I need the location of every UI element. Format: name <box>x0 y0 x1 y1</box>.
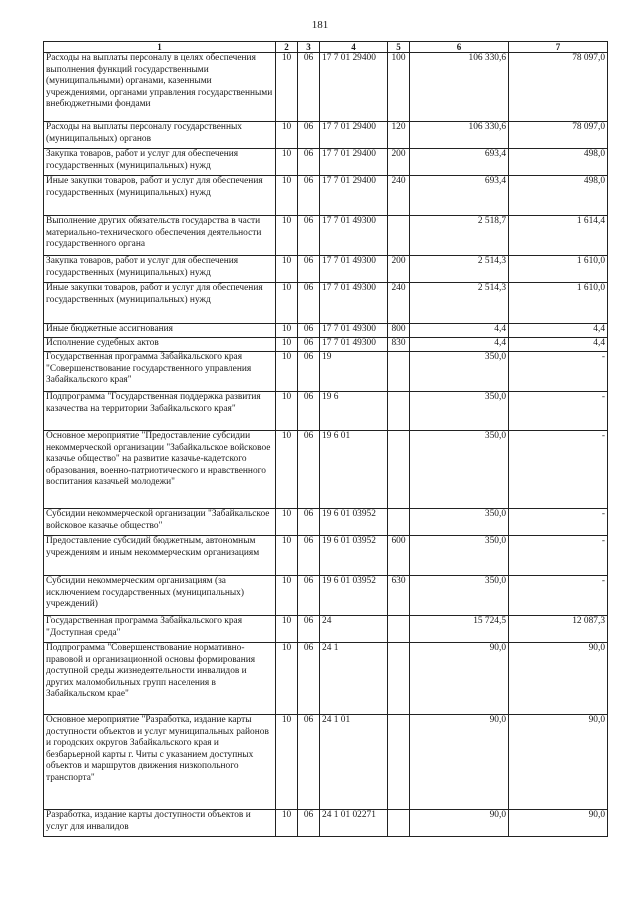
row-amount-2: 4,4 <box>509 324 608 338</box>
row-name: Государственная программа Забайкальского края "Доступная среда" <box>44 616 276 643</box>
row-amount-2: 1 614,4 <box>509 216 608 256</box>
row-amount-1: 350,0 <box>410 536 509 576</box>
row-subsection: 06 <box>298 392 320 431</box>
row-amount-1: 693,4 <box>410 176 509 216</box>
column-header: 7 <box>509 42 608 53</box>
row-section: 10 <box>276 509 298 536</box>
row-subsection: 06 <box>298 431 320 509</box>
row-section: 10 <box>276 122 298 149</box>
column-header: 3 <box>298 42 320 53</box>
row-section: 10 <box>276 536 298 576</box>
row-subsection: 06 <box>298 122 320 149</box>
row-amount-1: 350,0 <box>410 576 509 616</box>
row-section: 10 <box>276 324 298 338</box>
row-subsection: 06 <box>298 338 320 352</box>
row-name: Предоставление субсидий бюджетным, автономным учреждениям и иным некоммерческим организациям <box>44 536 276 576</box>
row-section: 10 <box>276 392 298 431</box>
table-header-row <box>44 42 608 53</box>
row-expense-type <box>388 352 410 392</box>
column-header: 6 <box>410 42 509 53</box>
row-expense-type: 100 <box>388 53 410 122</box>
row-target-code: 17 7 01 49300 <box>320 283 388 324</box>
row-section: 10 <box>276 216 298 256</box>
row-amount-2: 90,0 <box>509 643 608 715</box>
row-amount-2: 12 087,3 <box>509 616 608 643</box>
row-expense-type: 200 <box>388 256 410 283</box>
table-row <box>44 392 608 431</box>
row-section: 10 <box>276 576 298 616</box>
table-row <box>44 176 608 216</box>
row-amount-2: 498,0 <box>509 176 608 216</box>
budget-table <box>43 41 608 837</box>
table-row <box>44 256 608 283</box>
row-amount-1: 2 514,3 <box>410 283 509 324</box>
row-amount-2: 1 610,0 <box>509 283 608 324</box>
row-subsection: 06 <box>298 352 320 392</box>
row-name: Выполнение других обязательств государства в части материально-технического обеспечения деятельности государственного органа <box>44 216 276 256</box>
row-target-code: 24 <box>320 616 388 643</box>
row-amount-2: - <box>509 431 608 509</box>
row-amount-2: - <box>509 352 608 392</box>
row-amount-2: 4,4 <box>509 338 608 352</box>
row-target-code: 19 6 01 03952 <box>320 509 388 536</box>
row-target-code: 17 7 01 49300 <box>320 256 388 283</box>
row-amount-2: 78 097,0 <box>509 53 608 122</box>
row-name: Расходы на выплаты персоналу в целях обеспечения выполнения функций государственными (муниципальными) органами, казенными учреждениями, органами управления государственными внебюджетными фондами <box>44 53 276 122</box>
row-name: Подпрограмма "Государственная поддержка развития казачества на территории Забайкальского края" <box>44 392 276 431</box>
table-row <box>44 352 608 392</box>
row-expense-type: 120 <box>388 122 410 149</box>
row-amount-1: 350,0 <box>410 352 509 392</box>
row-name: Субсидии некоммерческим организациям (за исключением государственных (муниципальных) учреждений) <box>44 576 276 616</box>
row-name: Иные закупки товаров, работ и услуг для обеспечения государственных (муниципальных) нужд <box>44 283 276 324</box>
row-amount-2: - <box>509 576 608 616</box>
row-expense-type <box>388 431 410 509</box>
row-subsection: 06 <box>298 176 320 216</box>
row-target-code: 24 1 01 02271 <box>320 810 388 837</box>
row-expense-type <box>388 216 410 256</box>
row-expense-type <box>388 509 410 536</box>
row-target-code: 19 6 01 <box>320 431 388 509</box>
row-target-code: 19 6 <box>320 392 388 431</box>
row-amount-2: 498,0 <box>509 149 608 176</box>
table-row <box>44 810 608 837</box>
row-subsection: 06 <box>298 509 320 536</box>
table-row <box>44 324 608 338</box>
row-name: Исполнение судебных актов <box>44 338 276 352</box>
row-amount-1: 90,0 <box>410 643 509 715</box>
row-expense-type: 200 <box>388 149 410 176</box>
row-amount-1: 90,0 <box>410 715 509 810</box>
row-amount-1: 15 724,5 <box>410 616 509 643</box>
row-name: Закупка товаров, работ и услуг для обеспечения государственных (муниципальных) нужд <box>44 149 276 176</box>
table-row <box>44 643 608 715</box>
row-amount-1: 693,4 <box>410 149 509 176</box>
row-expense-type: 800 <box>388 324 410 338</box>
row-expense-type: 240 <box>388 176 410 216</box>
row-name: Закупка товаров, работ и услуг для обеспечения государственных (муниципальных) нужд <box>44 256 276 283</box>
table-row <box>44 283 608 324</box>
row-name: Субсидии некоммерческой организации "Забайкальское войсковое казачье общество" <box>44 509 276 536</box>
row-amount-1: 350,0 <box>410 431 509 509</box>
row-expense-type <box>388 810 410 837</box>
row-name: Подпрограмма "Совершенствование нормативно-правовой и организационной основы формирования доступной среды жизнедеятельности инвалидов и других маломобильных групп населения в Забайкальском крае" <box>44 643 276 715</box>
row-target-code: 17 7 01 29400 <box>320 122 388 149</box>
table-row <box>44 576 608 616</box>
row-subsection: 06 <box>298 715 320 810</box>
row-amount-1: 350,0 <box>410 392 509 431</box>
row-section: 10 <box>276 643 298 715</box>
row-expense-type <box>388 715 410 810</box>
row-section: 10 <box>276 283 298 324</box>
row-subsection: 06 <box>298 216 320 256</box>
row-amount-1: 106 330,6 <box>410 122 509 149</box>
table-row <box>44 715 608 810</box>
row-subsection: 06 <box>298 149 320 176</box>
row-target-code: 19 6 01 03952 <box>320 576 388 616</box>
row-amount-1: 2 518,7 <box>410 216 509 256</box>
row-amount-2: - <box>509 509 608 536</box>
row-expense-type: 240 <box>388 283 410 324</box>
row-name: Иные закупки товаров, работ и услуг для обеспечения государственных (муниципальных) нужд <box>44 176 276 216</box>
row-expense-type <box>388 616 410 643</box>
row-section: 10 <box>276 53 298 122</box>
row-name: Иные бюджетные ассигнования <box>44 324 276 338</box>
row-target-code: 19 6 01 03952 <box>320 536 388 576</box>
row-target-code: 17 7 01 29400 <box>320 149 388 176</box>
row-subsection: 06 <box>298 810 320 837</box>
column-header: 4 <box>320 42 388 53</box>
row-amount-2: 90,0 <box>509 715 608 810</box>
column-header: 2 <box>276 42 298 53</box>
row-amount-2: 90,0 <box>509 810 608 837</box>
row-target-code: 24 1 <box>320 643 388 715</box>
row-amount-1: 106 330,6 <box>410 53 509 122</box>
row-name: Разработка, издание карты доступности объектов и услуг для инвалидов <box>44 810 276 837</box>
table-row <box>44 216 608 256</box>
row-amount-1: 90,0 <box>410 810 509 837</box>
table-row <box>44 431 608 509</box>
table-row <box>44 122 608 149</box>
row-amount-2: - <box>509 536 608 576</box>
row-name: Государственная программа Забайкальского края "Совершенствование государственного управления Забайкальского края" <box>44 352 276 392</box>
row-expense-type: 630 <box>388 576 410 616</box>
row-subsection: 06 <box>298 616 320 643</box>
table-row <box>44 149 608 176</box>
row-target-code: 17 7 01 29400 <box>320 53 388 122</box>
row-target-code: 17 7 01 29400 <box>320 176 388 216</box>
row-subsection: 06 <box>298 324 320 338</box>
row-target-code: 17 7 01 49300 <box>320 216 388 256</box>
row-target-code: 17 7 01 49300 <box>320 338 388 352</box>
row-expense-type: 830 <box>388 338 410 352</box>
row-target-code: 24 1 01 <box>320 715 388 810</box>
row-section: 10 <box>276 616 298 643</box>
row-expense-type: 600 <box>388 536 410 576</box>
row-name: Основное мероприятие "Предоставление субсидии некоммерческой организации "Забайкальское войсковое казачье общество" на развитие казачье-кадетского образования, военно-патриотического и нравственного воспитания казачьей молодежи" <box>44 431 276 509</box>
row-section: 10 <box>276 176 298 216</box>
row-section: 10 <box>276 715 298 810</box>
row-section: 10 <box>276 431 298 509</box>
row-target-code: 19 <box>320 352 388 392</box>
row-expense-type <box>388 643 410 715</box>
row-section: 10 <box>276 352 298 392</box>
row-subsection: 06 <box>298 256 320 283</box>
table-row <box>44 53 608 122</box>
row-section: 10 <box>276 338 298 352</box>
row-section: 10 <box>276 810 298 837</box>
row-name: Расходы на выплаты персоналу государственных (муниципальных) органов <box>44 122 276 149</box>
row-subsection: 06 <box>298 576 320 616</box>
row-expense-type <box>388 392 410 431</box>
row-amount-2: 78 097,0 <box>509 122 608 149</box>
row-amount-2: - <box>509 392 608 431</box>
row-target-code: 17 7 01 49300 <box>320 324 388 338</box>
table-row <box>44 509 608 536</box>
row-amount-1: 4,4 <box>410 338 509 352</box>
row-section: 10 <box>276 149 298 176</box>
column-header: 5 <box>388 42 410 53</box>
row-name: Основное мероприятие "Разработка, издание карты доступности объектов и услуг муниципальных районов и городских округов Забайкальского края и безбарьерной карты г. Читы с указанием доступных объектов и маршрутов движения низкопольного транспорта" <box>44 715 276 810</box>
column-header: 1 <box>44 42 276 53</box>
row-amount-1: 4,4 <box>410 324 509 338</box>
row-subsection: 06 <box>298 283 320 324</box>
row-subsection: 06 <box>298 536 320 576</box>
row-amount-1: 350,0 <box>410 509 509 536</box>
table-row <box>44 536 608 576</box>
table-row <box>44 338 608 352</box>
row-section: 10 <box>276 256 298 283</box>
row-amount-2: 1 610,0 <box>509 256 608 283</box>
page-number: 181 <box>311 19 329 31</box>
row-subsection: 06 <box>298 53 320 122</box>
row-amount-1: 2 514,3 <box>410 256 509 283</box>
row-subsection: 06 <box>298 643 320 715</box>
table-row <box>44 616 608 643</box>
